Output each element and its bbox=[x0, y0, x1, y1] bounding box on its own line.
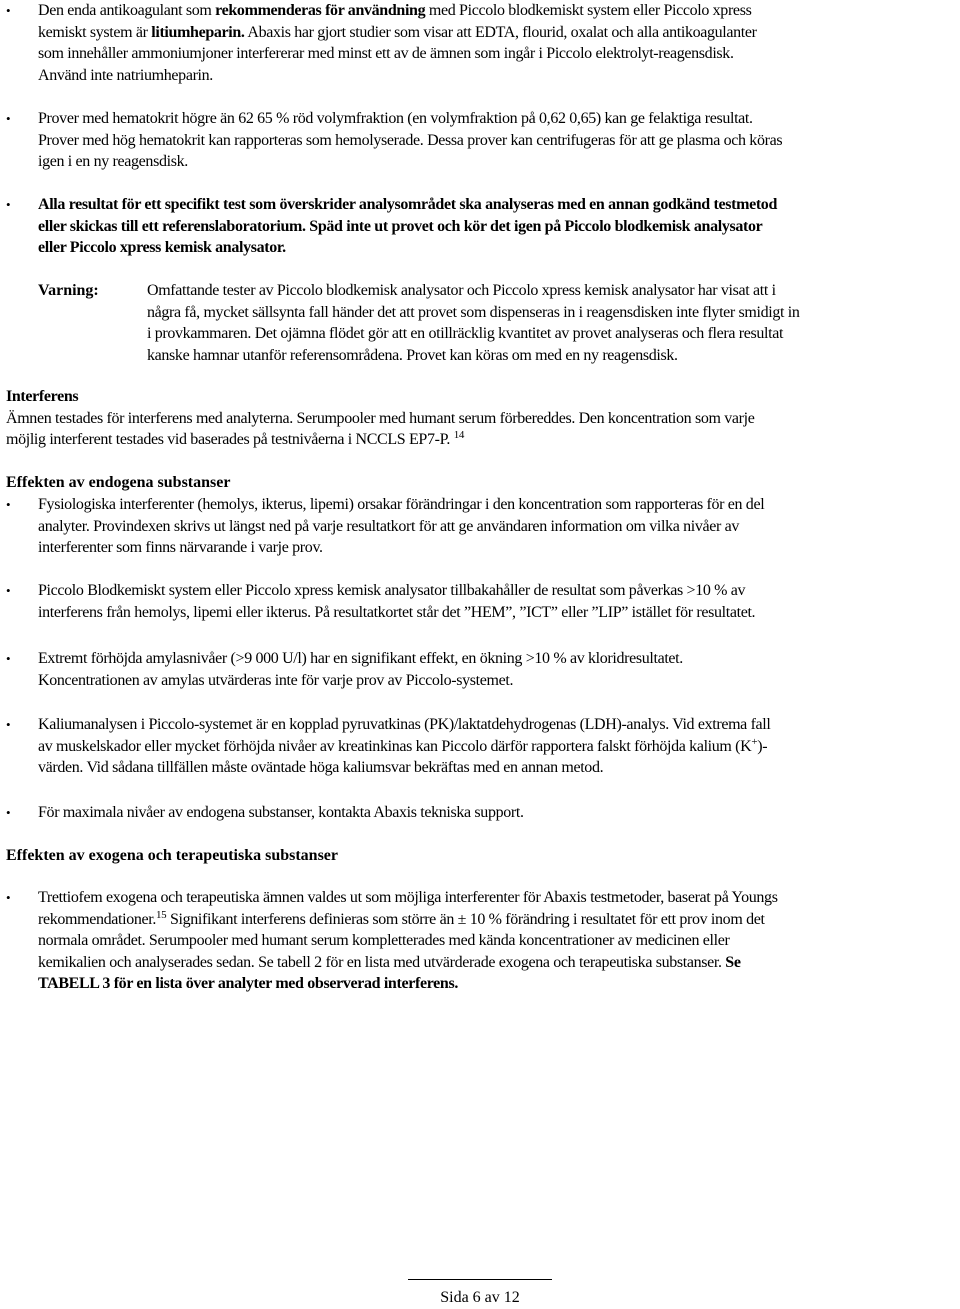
endogena-b5-line-1: För maximala nivåer av endogena substanser, kontakta Abaxis tekniska support. bbox=[38, 804, 524, 821]
exogena-line-1: Trettiofem exogena och terapeutiska ämnen valdes ut som möjliga interferenter för Abaxis testmetoder, baserat på Youngs bbox=[38, 889, 778, 906]
bullet-1-line-1: Den enda antikoagulant som rekommenderas för användning med Piccolo blodkemiskt system eller Piccolo xpress bbox=[38, 2, 752, 19]
endogena-bullet-5-marker: • bbox=[6, 805, 11, 820]
bullet-2-text bbox=[38, 108, 952, 173]
endogena-bullet-1-marker: • bbox=[6, 497, 11, 512]
endogena-bullet-2-text bbox=[38, 580, 952, 623]
warning-line-3: i provkammaren. Det ojämna flödet gör att en otillräcklig kvantitet av provet analyseras och flera resultat bbox=[147, 325, 784, 342]
endogena-b3-line-2: Koncentrationen av amylas utvärderas inte för varje prov av Piccolo-systemet. bbox=[38, 671, 514, 689]
endogena-b3-line-1: Extremt förhöjda amylasnivåer (>9 000 U/l) har en signifikant effekt, en ökning >10 % av kloridresultatet. bbox=[38, 650, 683, 667]
bullet-1-marker: • bbox=[6, 3, 11, 18]
endogena-b4-line-3: värden. Vid sådana tillfällen måste oväntade höga kaliumsvar bekräftas med en annan metod. bbox=[38, 759, 604, 776]
footnote-ref-14: 14 bbox=[453, 429, 464, 441]
interferens-heading: Interferens bbox=[6, 388, 79, 405]
bullet-2-marker: • bbox=[6, 111, 11, 126]
bullet-1-line-4: Använd inte natriumheparin. bbox=[38, 66, 213, 84]
bullet-1-line-2: kemiskt system är litiumheparin. Abaxis har gjort studier som visar att EDTA, flourid, oxalat och alla antikoagulanter bbox=[38, 23, 757, 41]
endogena-bullet-3-marker: • bbox=[6, 651, 11, 666]
endogena-bullet-4-marker: • bbox=[6, 717, 11, 732]
endogena-b2-line-2: interferens från hemolys, lipemi eller ikterus. På resultatkortet står det ”HEM”, ”ICT” eller ”LIP” istället för resultatet. bbox=[38, 603, 756, 621]
bullet-2-line-1: Prover med hematokrit högre än 62 65 % röd volymfraktion (en volymfraktion på 0,62 0,65) kan ge felaktiga resultat. bbox=[38, 110, 753, 127]
interferens-line-2: möjlig interferent testades vid baserades på testnivåerna i NCCLS EP7-P. $^{14}$ bbox=[6, 429, 464, 448]
endogena-b2-line-1: Piccolo Blodkemiskt system eller Piccolo xpress kemisk analysator tillbakahåller de resultat som påverkas >10 % av bbox=[38, 582, 746, 599]
interferens-section bbox=[6, 386, 946, 451]
warning-text bbox=[147, 280, 955, 366]
exogena-line-2: rekommendationer.$^{15}$ Signifikant interferens definieras som större än ± 10 % förändring i resultatet för ett prov inom det bbox=[38, 908, 765, 928]
bullet-1-line-3: som innehåller ammoniumjoner interfererar med minst ett av de ämnen som ingår i Piccolo elektrolyt-reagensdisk. bbox=[38, 45, 734, 62]
warning-label: Varning: bbox=[38, 282, 99, 299]
interferens-line-1: Ämnen testades för interferens med analyterna. Serumpooler med humant serum förbereddes. Den koncentration som varje bbox=[6, 409, 755, 427]
endogena-bullet-3-text bbox=[38, 648, 952, 691]
exogena-line-4: kemikalien och analyserades sedan. Se tabell 2 för en lista med utvärderade exogena och terapeutiska substanser. Se bbox=[38, 953, 741, 971]
endogena-b1-line-1: Fysiologiska interferenter (hemolys, ikterus, lipemi) orsakar förändringar i den koncentration som rapporteras för en del bbox=[38, 496, 765, 513]
endogena-b4-line-1: Kaliumanalysen i Piccolo-systemet är en kopplad pyruvatkinas (PK)/laktatdehydrogenas (LDH)-analys. Vid extrema fall bbox=[38, 716, 771, 733]
potassium-superscript: + bbox=[751, 735, 758, 748]
bullet-3-text bbox=[38, 194, 952, 259]
endogena-bullet-5-text bbox=[38, 802, 952, 824]
endogena-b4-line-2: av muskelskador eller mycket förhöjda nivåer av kreatinkinas kan Piccolo därför rapportera falskt förhöjda kalium (K+)- bbox=[38, 735, 768, 755]
exogena-bullet-marker: • bbox=[6, 890, 11, 905]
bullet-1-text bbox=[38, 0, 952, 86]
warning-line-2: några få, mycket sällsynta fall händer det att provet som dispenseras in i reagensdisken inte flyter smidigt in bbox=[147, 303, 800, 321]
bullet-3-line-3: eller Piccolo xpress kemisk analysator. bbox=[38, 239, 286, 256]
endogena-bullet-1-text bbox=[38, 494, 952, 559]
page-number: Sida 6 av 12 bbox=[440, 1289, 520, 1306]
endogena-heading: Effekten av endogena substanser bbox=[6, 474, 231, 491]
footnote-ref-15: 15 bbox=[156, 908, 167, 921]
exogena-line-5: TABELL 3 för en lista över analyter med observerad interferens. bbox=[38, 975, 458, 992]
bullet-3-line-1: Alla resultat för ett specifikt test som överskrider analysområdet ska analyseras med en annan godkänd testmetod bbox=[38, 196, 777, 213]
endogena-bullet-2-marker: • bbox=[6, 583, 11, 598]
exogena-heading: Effekten av exogena och terapeutiska substanser bbox=[6, 847, 338, 864]
exogena-bullet-text bbox=[38, 887, 952, 995]
warning-line-4: kanske hamnar utanför referensområdena. Provet kan köras om med en ny reagensdisk. bbox=[147, 346, 678, 364]
bullet-3-marker: • bbox=[6, 197, 11, 212]
exogena-line-3: normala området. Serumpooler med humant serum kompletterades med kända koncentrationer av medicinen eller bbox=[38, 932, 730, 949]
bullet-2-line-2: Prover med hög hematokrit kan rapporteras som hemolyserade. Dessa prover kan centrifugeras för att ge plasma och köras bbox=[38, 131, 783, 149]
warning-line-1: Omfattande tester av Piccolo blodkemisk analysator och Piccolo xpress kemisk analysator har visat att i bbox=[147, 282, 776, 299]
endogena-bullet-4-text bbox=[38, 714, 952, 779]
endogena-b1-line-3: interferenter som finns närvarande i varje prov. bbox=[38, 539, 323, 556]
bullet-2-line-3: igen i en ny reagensdisk. bbox=[38, 153, 188, 170]
footer-rule bbox=[408, 1279, 552, 1280]
endogena-b1-line-2: analyter. Provindexen skrivs ut längst ned på varje resultatkort för att ge användaren information om vilka nivåer av bbox=[38, 517, 740, 535]
bullet-3-line-2: eller skickas till ett referenslaboratorium. Späd inte ut provet och kör det igen på Piccolo blodkemisk analysator bbox=[38, 217, 763, 235]
